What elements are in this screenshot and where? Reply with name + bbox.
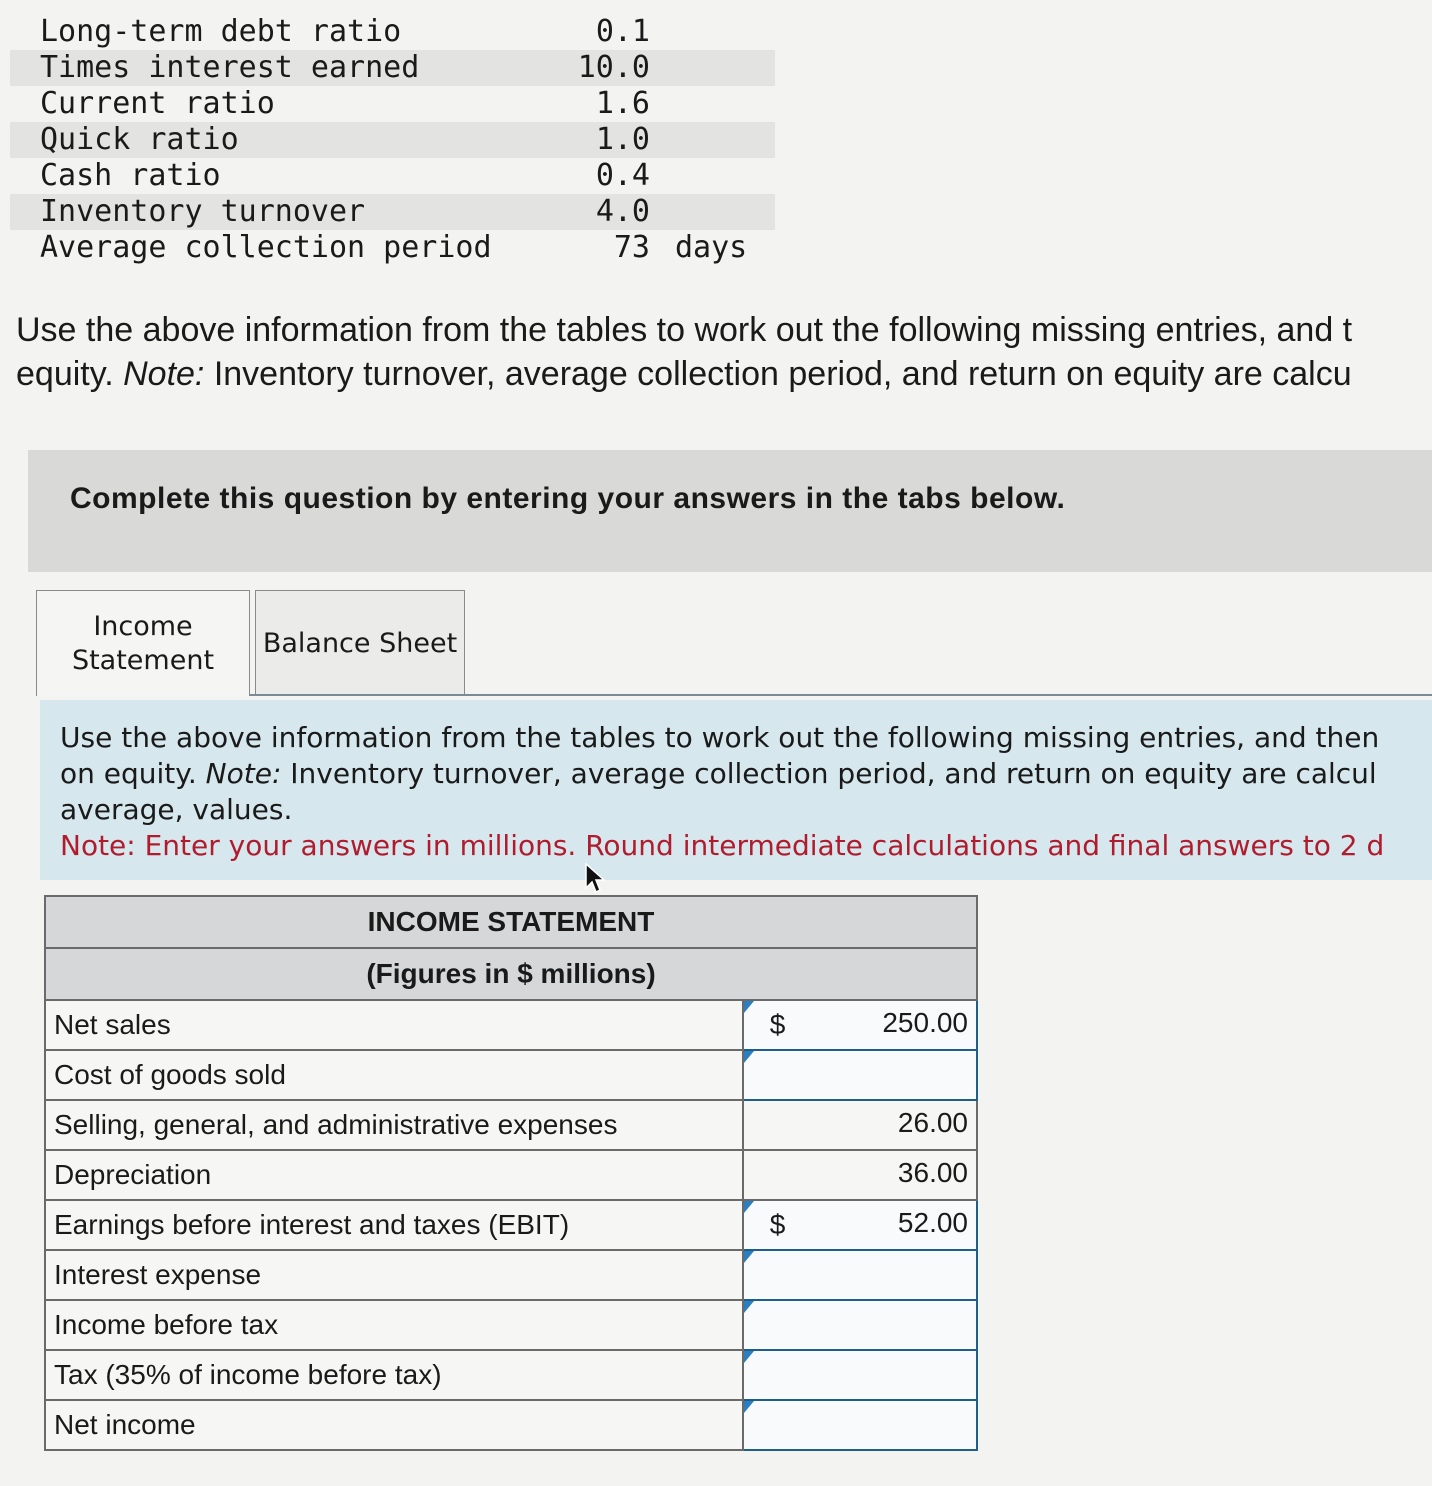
intro-line: Use the above information from the tables to work out the following missing entries, and t [16, 311, 1353, 349]
flag-icon [744, 1251, 754, 1263]
row-label: Interest expense [45, 1250, 743, 1300]
table-row [45, 1350, 977, 1400]
row-label: Tax (35% of income before tax) [45, 1350, 743, 1400]
net-income-input[interactable] [743, 1400, 977, 1450]
ratio-value: 0.1 [595, 14, 650, 49]
table-title: INCOME STATEMENT [45, 896, 977, 948]
ratio-name: Quick ratio [40, 122, 239, 157]
ratio-row [10, 50, 775, 86]
intro-paragraph [16, 308, 1432, 396]
ratio-name: Long-term debt ratio [40, 14, 402, 49]
flag-icon [744, 1001, 754, 1013]
table-row [45, 1300, 977, 1350]
flag-icon [744, 1401, 754, 1413]
mouse-cursor-icon [584, 862, 610, 896]
tab-balance-sheet[interactable] [255, 590, 465, 696]
table-row [45, 1400, 977, 1450]
ratio-row [10, 14, 775, 50]
income-statement-table [44, 895, 978, 1451]
instruction-text: on equity. [60, 757, 197, 790]
question-banner [28, 450, 1432, 572]
tab-label: Income Statement [71, 610, 215, 676]
rounding-note: Note: Enter your answers in millions. Round intermediate calculations and final answers to 2 d [60, 829, 1385, 862]
row-label: Depreciation [45, 1150, 743, 1200]
dollar-sign: $ [769, 1009, 786, 1040]
sga-amount [743, 1100, 977, 1150]
ratio-table [10, 14, 775, 266]
row-label: Income before tax [45, 1300, 743, 1350]
row-label: Earnings before interest and taxes (EBIT) [45, 1200, 743, 1250]
ratio-name: Average collection period [40, 230, 492, 265]
table-row [45, 1150, 977, 1200]
flag-icon [744, 1051, 754, 1063]
income-before-tax-input[interactable] [743, 1300, 977, 1350]
tab-divider [250, 694, 1432, 696]
row-label: Net sales [45, 1000, 743, 1050]
tab-label: Balance Sheet [262, 627, 458, 659]
table-row [45, 1050, 977, 1100]
instruction-line: average, values. [60, 793, 293, 826]
ratio-value: 4.0 [595, 194, 650, 229]
instruction-line: Use the above information from the tables to work out the following missing entries, and then [60, 721, 1380, 754]
flag-icon [744, 1301, 754, 1313]
instruction-text: Inventory turnover, average collection period, and return on equity are calcul [290, 757, 1377, 790]
instructions-panel [40, 700, 1432, 880]
depreciation-amount [743, 1150, 977, 1200]
ratio-row [10, 158, 775, 194]
ratio-row [10, 122, 775, 158]
cogs-input[interactable] [743, 1050, 977, 1100]
amount-value: 52.00 [897, 1207, 968, 1238]
table-row [45, 1100, 977, 1150]
instruction-line [40, 756, 1432, 792]
banner-text: Complete this question by entering your answers in the tabs below. [70, 482, 1066, 515]
note-label: Note: [123, 355, 205, 393]
ratio-name: Inventory turnover [40, 194, 366, 229]
ratio-value: 10.0 [577, 50, 650, 85]
flag-icon [744, 1201, 754, 1213]
amount-value: 26.00 [897, 1107, 968, 1138]
intro-line [16, 352, 1432, 396]
dollar-sign: $ [769, 1209, 786, 1240]
ratio-value: 1.6 [595, 86, 650, 121]
ratio-row [10, 194, 775, 230]
row-label: Net income [45, 1400, 743, 1450]
table-row [45, 1000, 977, 1050]
ratio-name: Cash ratio [40, 158, 221, 193]
intro-text: Inventory turnover, average collection period, and return on equity are calcu [213, 355, 1352, 393]
ratio-value: 73 [613, 230, 650, 265]
table-row [45, 1200, 977, 1250]
ratio-row [10, 86, 775, 122]
tax-input[interactable] [743, 1350, 977, 1400]
tab-income-statement[interactable] [36, 590, 250, 696]
ratio-name: Current ratio [40, 86, 275, 121]
table-row [45, 1250, 977, 1300]
ebit-input[interactable] [743, 1200, 977, 1250]
ratio-value: 0.4 [595, 158, 650, 193]
flag-icon [744, 1351, 754, 1363]
amount-value: 36.00 [897, 1157, 968, 1188]
note-label: Note: [205, 757, 282, 790]
row-label: Selling, general, and administrative expenses [45, 1100, 743, 1150]
ratio-row [10, 230, 775, 266]
intro-text: equity. [16, 355, 114, 393]
table-subtitle: (Figures in $ millions) [45, 948, 977, 1000]
amount-value: 250.00 [882, 1007, 968, 1038]
interest-expense-input[interactable] [743, 1250, 977, 1300]
ratio-value: 1.0 [595, 122, 650, 157]
row-label: Cost of goods sold [45, 1050, 743, 1100]
ratio-unit: days [675, 230, 748, 265]
net-sales-input[interactable] [743, 1000, 977, 1050]
ratio-name: Times interest earned [40, 50, 420, 85]
